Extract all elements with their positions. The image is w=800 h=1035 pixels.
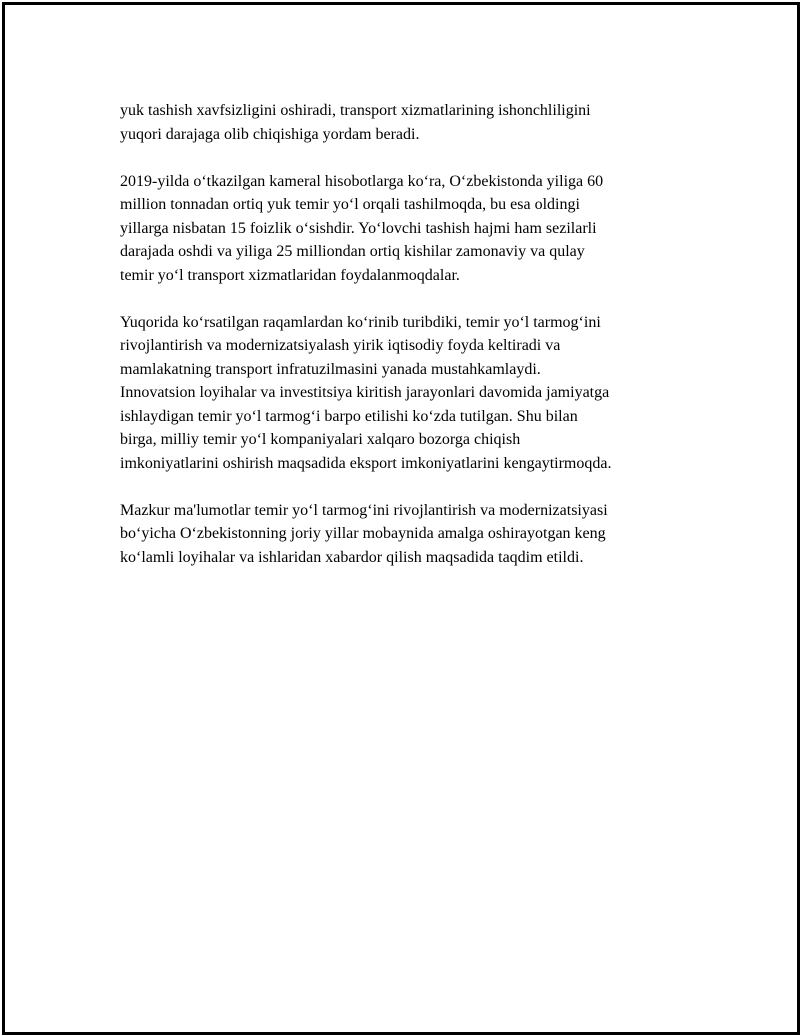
text-line: Innovatsion loyihalar va investitsiya kiritish jarayonlari davomida jamiyatga [120, 384, 610, 401]
paragraph-1 [120, 99, 700, 146]
text-line: imkoniyatlarini oshirish maqsadida eksport imkoniyatlarini kengaytirmoqda. [120, 454, 612, 472]
text-line: Yuqorida koʻrsatilgan raqamlardan koʻrinib turibdiki, temir yoʻl tarmogʻini [120, 313, 601, 331]
text-line: yillarga nisbatan 15 foizlik oʻsishdir. Yoʻlovchi tashish hajmi ham sezilarli [120, 219, 597, 237]
text-line: birga, milliy temir yoʻl kompaniyalari xalqaro bozorga chiqish [120, 431, 521, 448]
paragraph-3 [120, 311, 700, 476]
text-line: ishlaydigan temir yoʻl tarmogʻi barpo etilishi koʻzda tutilgan. Shu bilan [120, 407, 578, 425]
text-line: 2019-yilda oʻtkazilgan kameral hisobotlarga koʻra, Oʻzbekistonda yiliga 60 [120, 172, 604, 190]
text-line: koʻlamli loyihalar va ishlaridan xabardor qilish maqsadida taqdim etildi. [120, 548, 584, 566]
text-line: Mazkur ma'lumotlar temir yoʻl tarmogʻini rivojlantirish va modernizatsiyasi [120, 501, 608, 519]
paragraph-2 [120, 170, 700, 288]
text-line: yuk tashish xavfsizligini oshiradi, transport xizmatlarining ishonchliligini [120, 102, 591, 119]
text-line: darajada oshdi va yiliga 25 milliondan ortiq kishilar zamonaviy va qulay [120, 243, 585, 260]
text-line: million tonnadan ortiq yuk temir yoʻl orqali tashilmoqda, bu esa oldingi [120, 196, 580, 213]
document-body [120, 99, 700, 593]
text-line: mamlakatning transport infratuzilmasini yanada mustahkamlaydi. [120, 360, 541, 378]
text-line: temir yoʻl transport xizmatlaridan foydalanmoqdalar. [120, 266, 460, 284]
page-frame [2, 2, 800, 1035]
text-line: yuqori darajaga olib chiqishiga yordam beradi. [120, 125, 420, 143]
text-line: rivojlantirish va modernizatsiyalash yirik iqtisodiy foyda keltiradi va [120, 337, 561, 354]
paragraph-4 [120, 499, 700, 570]
text-line: boʻyicha Oʻzbekistonning joriy yillar mobaynida amalga oshirayotgan keng [120, 525, 606, 542]
